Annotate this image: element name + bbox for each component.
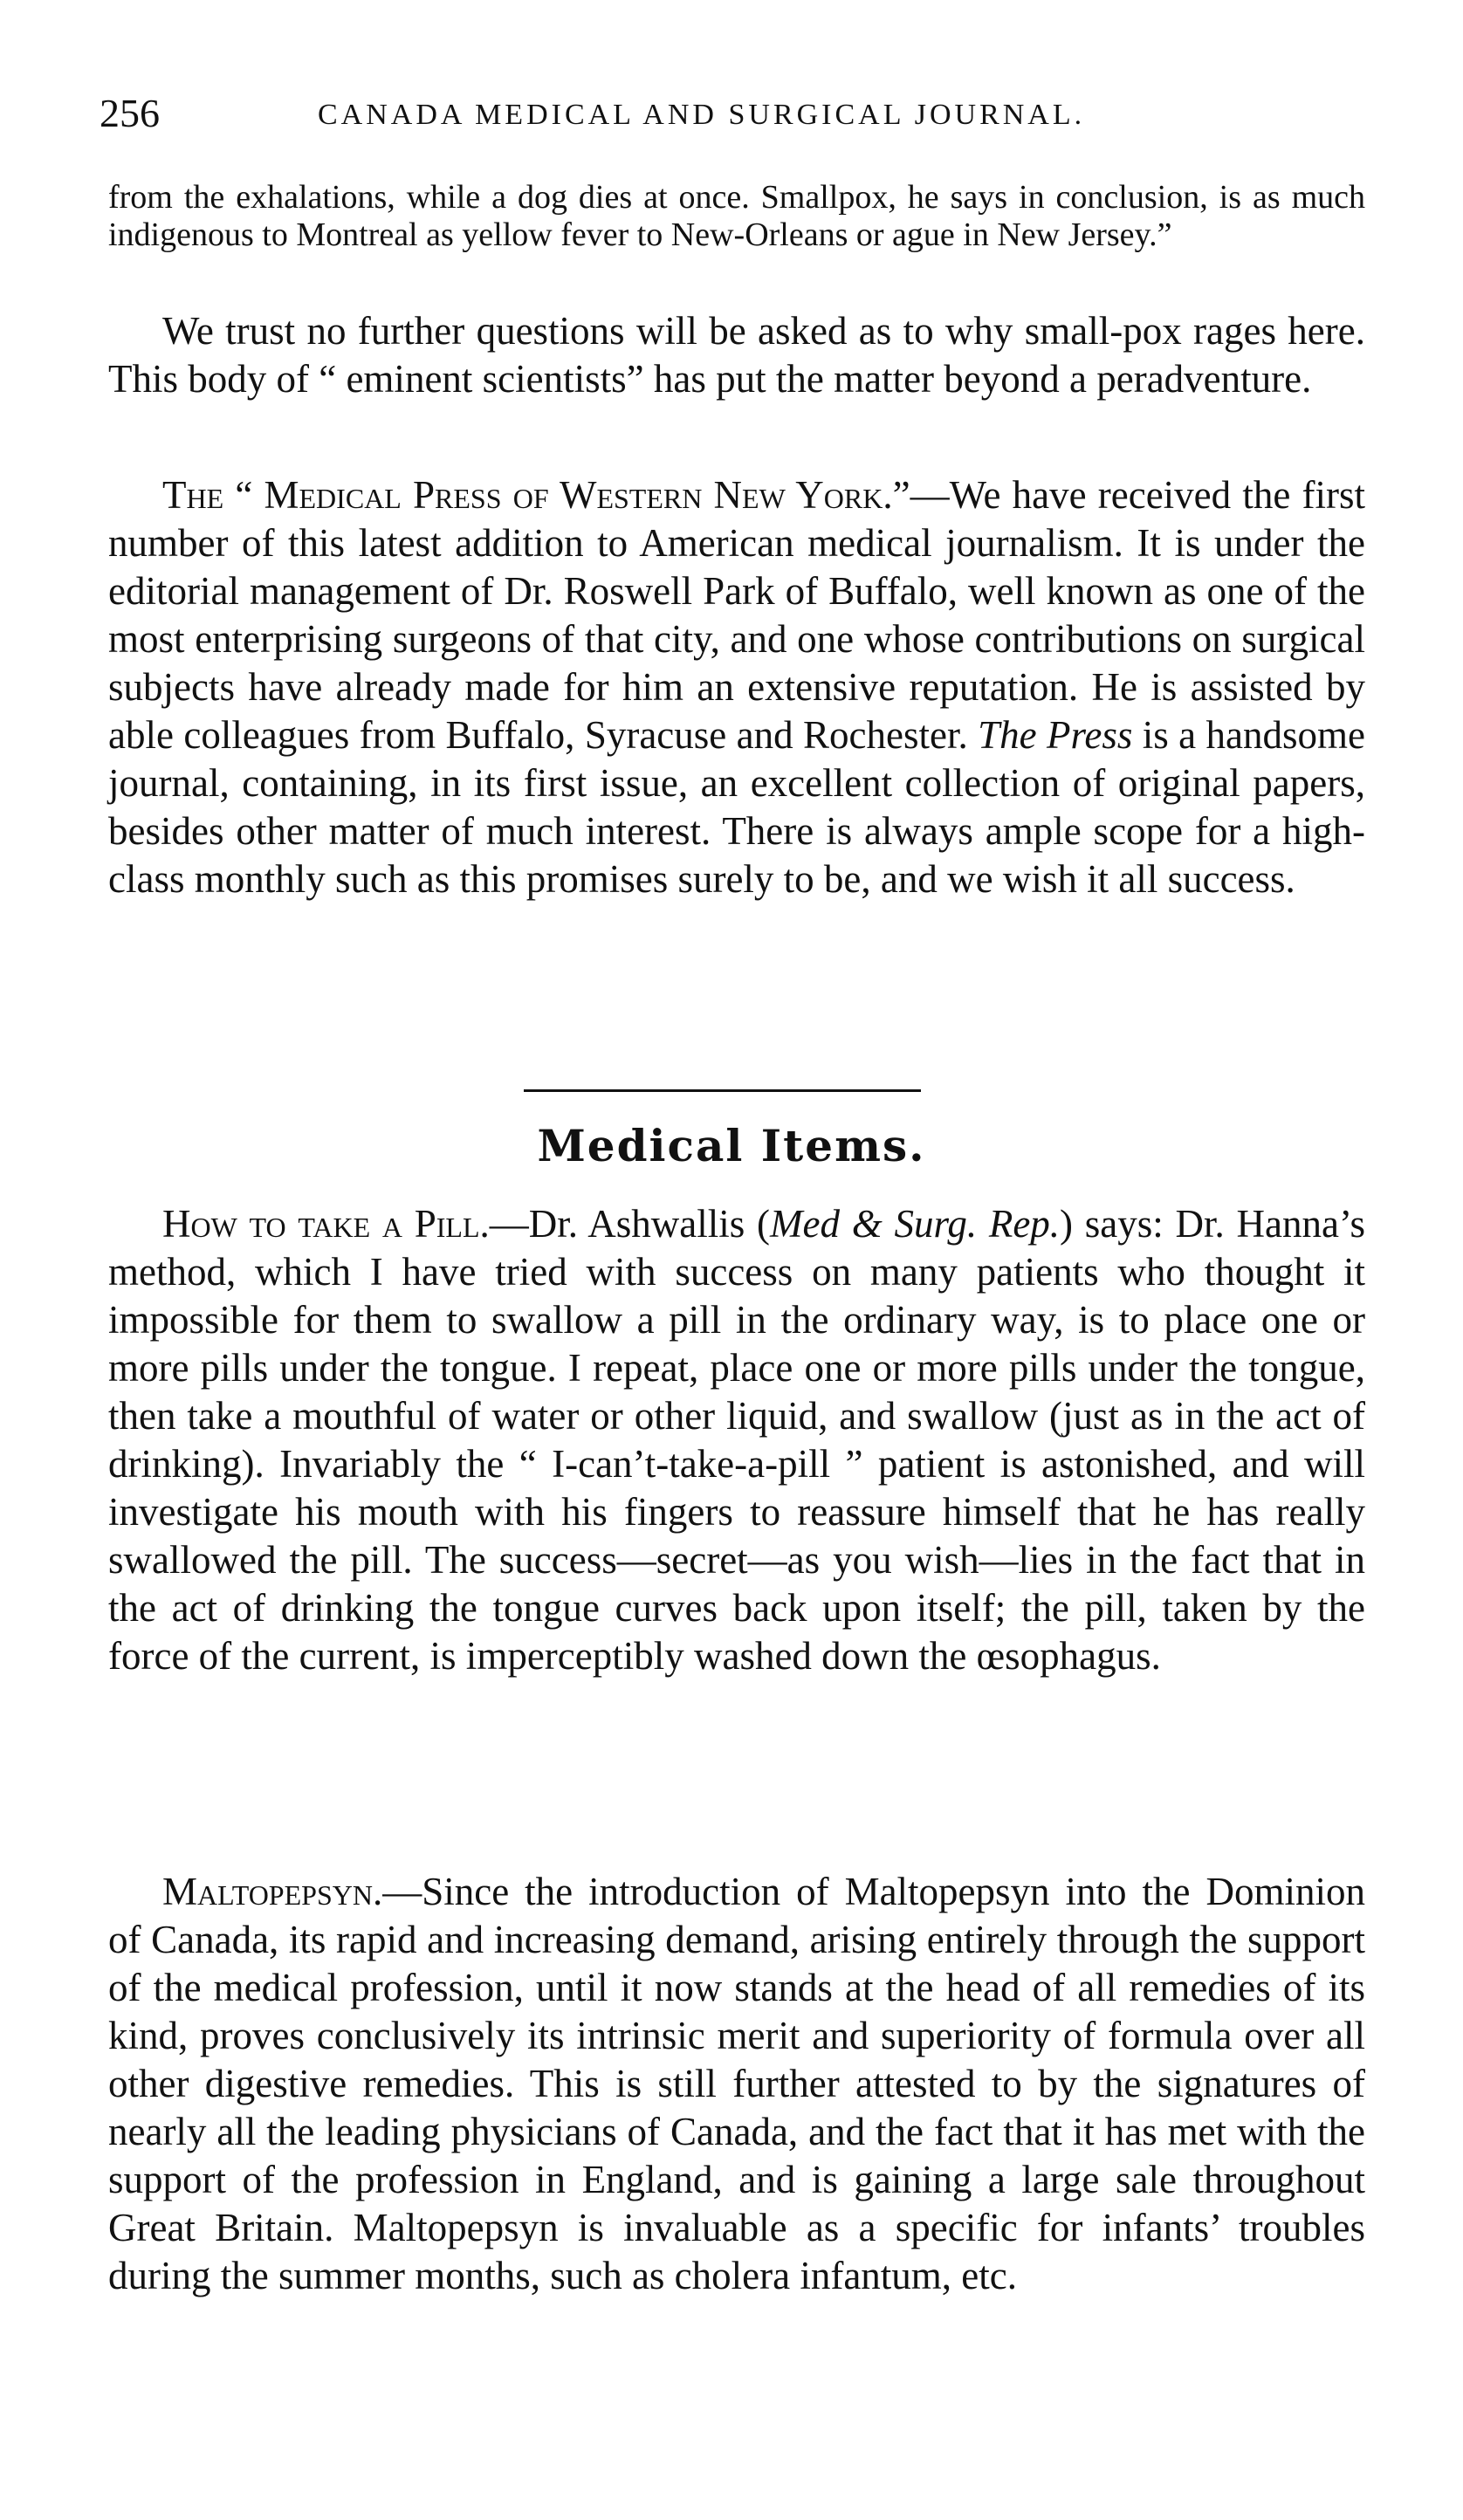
press-paragraph-body-1: —We have received the first number of this latest addition to American medical journalism. It is under the editorial management of Dr. Roswell Park of Buffalo, well known as one of the most enterprising surgeons of that city, and one whose contributions on surgical subjects have already made for him an extensive reputation. He is assisted by able colleagues from Buffalo, Syracuse and Rochester.	[108, 473, 1365, 757]
maltopepsyn-paragraph-body: —Since the introduction of Maltopepsyn into the Dominion of Canada, its rapid and increasing demand, arising entirely through the support of the medical profession, until it now stands at the head of all remedies of its kind, proves conclusively its intrinsic merit and superiority of formula over all other digestive remedies. This is still further attested to by the signatures of nearly all the leading physicians of Canada, and the fact that it has met with the support of the profession in England, and is gaining a large sale throughout Great Britain. Maltopepsyn is invaluable as a specific for infants’ troubles during the summer months, such as cholera infantum, etc.	[108, 1870, 1365, 2297]
quote-paragraph: from the exhalations, while a dog dies at once. Smallpox, he says in conclusion, is as much indigenous to Montreal as yellow fever to New-Orleans or ague in New Jersey.”	[108, 179, 1365, 253]
pill-paragraph-heading: How to take a Pill.	[162, 1202, 490, 1246]
trust-paragraph: We trust no further questions will be asked as to why small-pox rages here. This body of “ eminent scientists” has put the matter beyond a peradventure.	[108, 309, 1365, 401]
pill-paragraph	[108, 1200, 1365, 1680]
pill-paragraph-body-1: —Dr. Ashwallis (	[489, 1202, 771, 1246]
maltopepsyn-paragraph-heading: Maltopepsyn.	[162, 1870, 383, 1913]
page-number: 256	[100, 91, 160, 135]
page-header	[100, 87, 1365, 140]
press-paragraph-body-2: is a handsome journal, containing, in its first issue, an excellent collection of original papers, besides other matter of much interest. There is always ample scope for a high-class monthly such as this promises surely to be, and we wish it all success.	[108, 713, 1365, 901]
pill-paragraph-body-2: ) says: Dr. Hanna’s method, which I have tried with success on many patients who thought it impossible for them to swallow a pill in the ordinary way, is to place one or more pills under the tongue. I repeat, place one or more pills under the tongue, then take a mouthful of water or other liquid, and swallow (just as in the act of drinking). Invariably the “ I-can’t-take-a-pill ” patient is astonished, and will investigate his mouth with his fingers to reassure himself that he has really swallowed the pill. The success—secret—as you wish—lies in the fact that in the act of drinking the tongue curves back upon itself; the pill, taken by the force of the current, is imperceptibly washed down the œsophagus.	[108, 1202, 1365, 1678]
pill-source-citation: Med & Surg. Rep.	[770, 1202, 1061, 1246]
running-head: CANADA MEDICAL AND SURGICAL JOURNAL.	[318, 99, 1086, 131]
press-paragraph-heading: The “ Medical Press of Western New York.”	[162, 473, 910, 517]
section-divider	[524, 1089, 921, 1092]
press-title: The Press	[978, 713, 1133, 757]
press-paragraph	[108, 471, 1365, 903]
section-title: Medical Items.	[537, 1120, 926, 1171]
maltopepsyn-paragraph	[108, 1868, 1365, 2300]
